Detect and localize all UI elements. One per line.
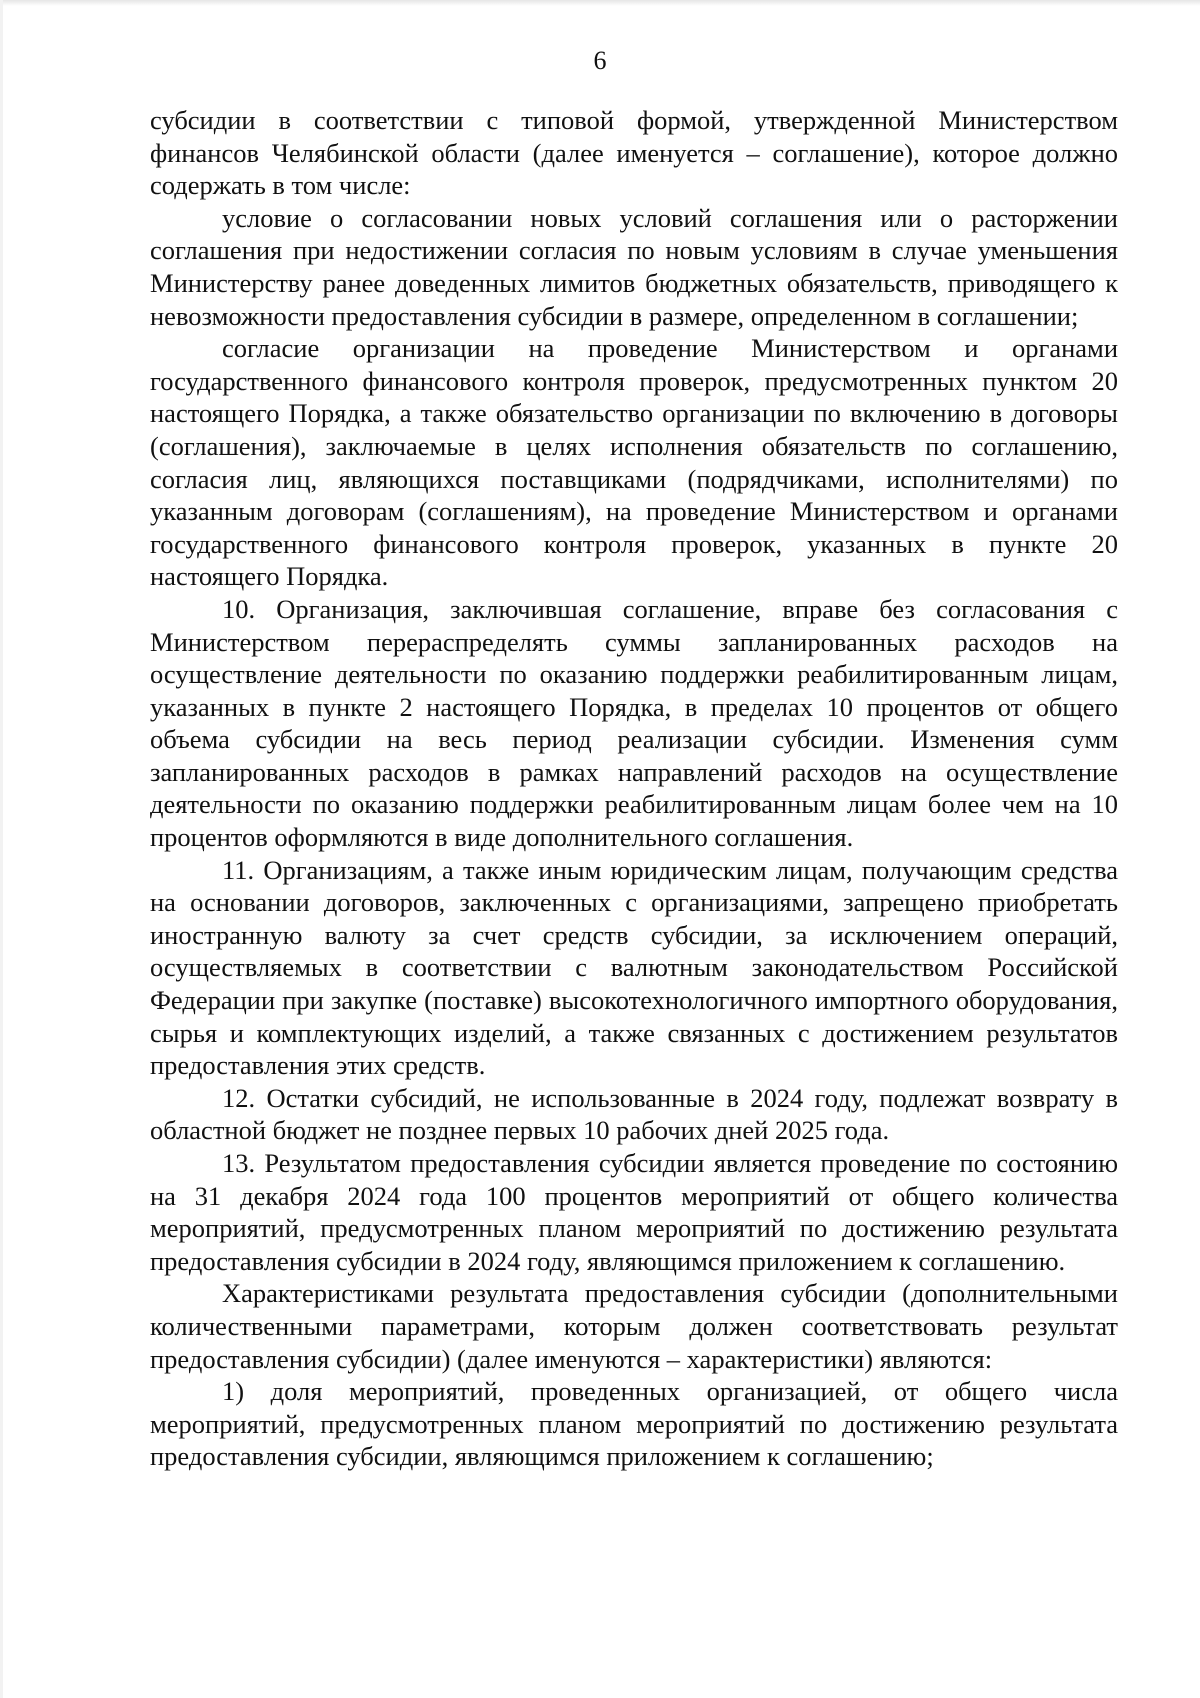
paragraph-clause-13: 13. Результатом предоставления субсидии является проведение по состоянию на 31 декабря 2024 года 100 процентов мероприятий от общего количества мероприятий, предусмотренных планом мероприятий по достижению результата предоставления субсидии в 2024 году, являющимся приложением к соглашению. [150, 1148, 1118, 1276]
paragraph-characteristics: Характеристиками результата предоставления субсидии (дополнительными количественными параметрами, которым должен соответствовать результат предоставления субсидии) (далее именуются – характеристики) являются: [150, 1278, 1118, 1374]
document-body [150, 104, 1118, 1473]
paragraph-clause-11: 11. Организациям, а также иным юридическим лицам, получающим средства на основании договоров, заключенных с организациями, запрещено приобретать иностранную валюту за счет средств субсидии, за исключением операций, осуществляемых в соответствии с валютным законодательством Российской Федерации при закупке (поставке) высокотехнологичного импортного оборудования, сырья и комплектующих изделий, а также связанных с достижением результатов предоставления этих средств. [150, 854, 1118, 1081]
paragraph-consent-inspections: согласие организации на проведение Министерством и органами государственного финансового контроля проверок, предусмотренных пунктом 20 настоящего Порядка, а также обязательство организации по включению в договоры (соглашения), заключаемые в целях исполнения обязательств по соглашению, согласия лиц, являющихся поставщиками (подрядчиками, исполнителями) по указанным договорам (соглашениям), на проведение Министерством и органами государственного финансового контроля проверок, указанных в пункте 20 настоящего Порядка. [150, 333, 1118, 592]
paragraph-condition-agreement: условие о согласовании новых условий соглашения или о расторжении соглашения при недостижении согласия по новым условиям в случае уменьшения Министерству ранее доведенных лимитов бюджетных обязательств, приводящего к невозможности предоставления субсидии в размере, определенном в соглашении; [150, 202, 1118, 331]
paragraph-clause-10: 10. Организация, заключившая соглашение, вправе без согласования с Министерством перераспределять суммы запланированных расходов на осуществление деятельности по оказанию поддержки реабилитированным лицам, указанных в пункте 2 настоящего Порядка, в пределах 10 процентов от общего объема субсидии на весь период реализации субсидии. Изменения сумм запланированных расходов в рамках направлений расходов на осуществление деятельности по оказанию поддержки реабилитированным лицам более чем на 10 процентов оформляются в виде дополнительного соглашения. [150, 593, 1118, 853]
paragraph-clause-12: 12. Остатки субсидий, не использованные в 2024 году, подлежат возврату в областной бюджет не позднее первых 10 рабочих дней 2025 года. [150, 1082, 1118, 1146]
scan-edge-top [0, 0, 1200, 6]
scan-edge-left [0, 0, 3, 1698]
page-number: 6 [593, 46, 607, 75]
paragraph-intro: субсидии в соответствии с типовой формой, утвержденной Министерством финансов Челябинской области (далее именуется – соглашение), которое должно содержать в том числе: [150, 105, 1118, 201]
paragraph-item-1: 1) доля мероприятий, проведенных организацией, от общего числа мероприятий, предусмотренных планом мероприятий по достижению результата предоставления субсидии, являющимся приложением к соглашению; [150, 1376, 1118, 1472]
